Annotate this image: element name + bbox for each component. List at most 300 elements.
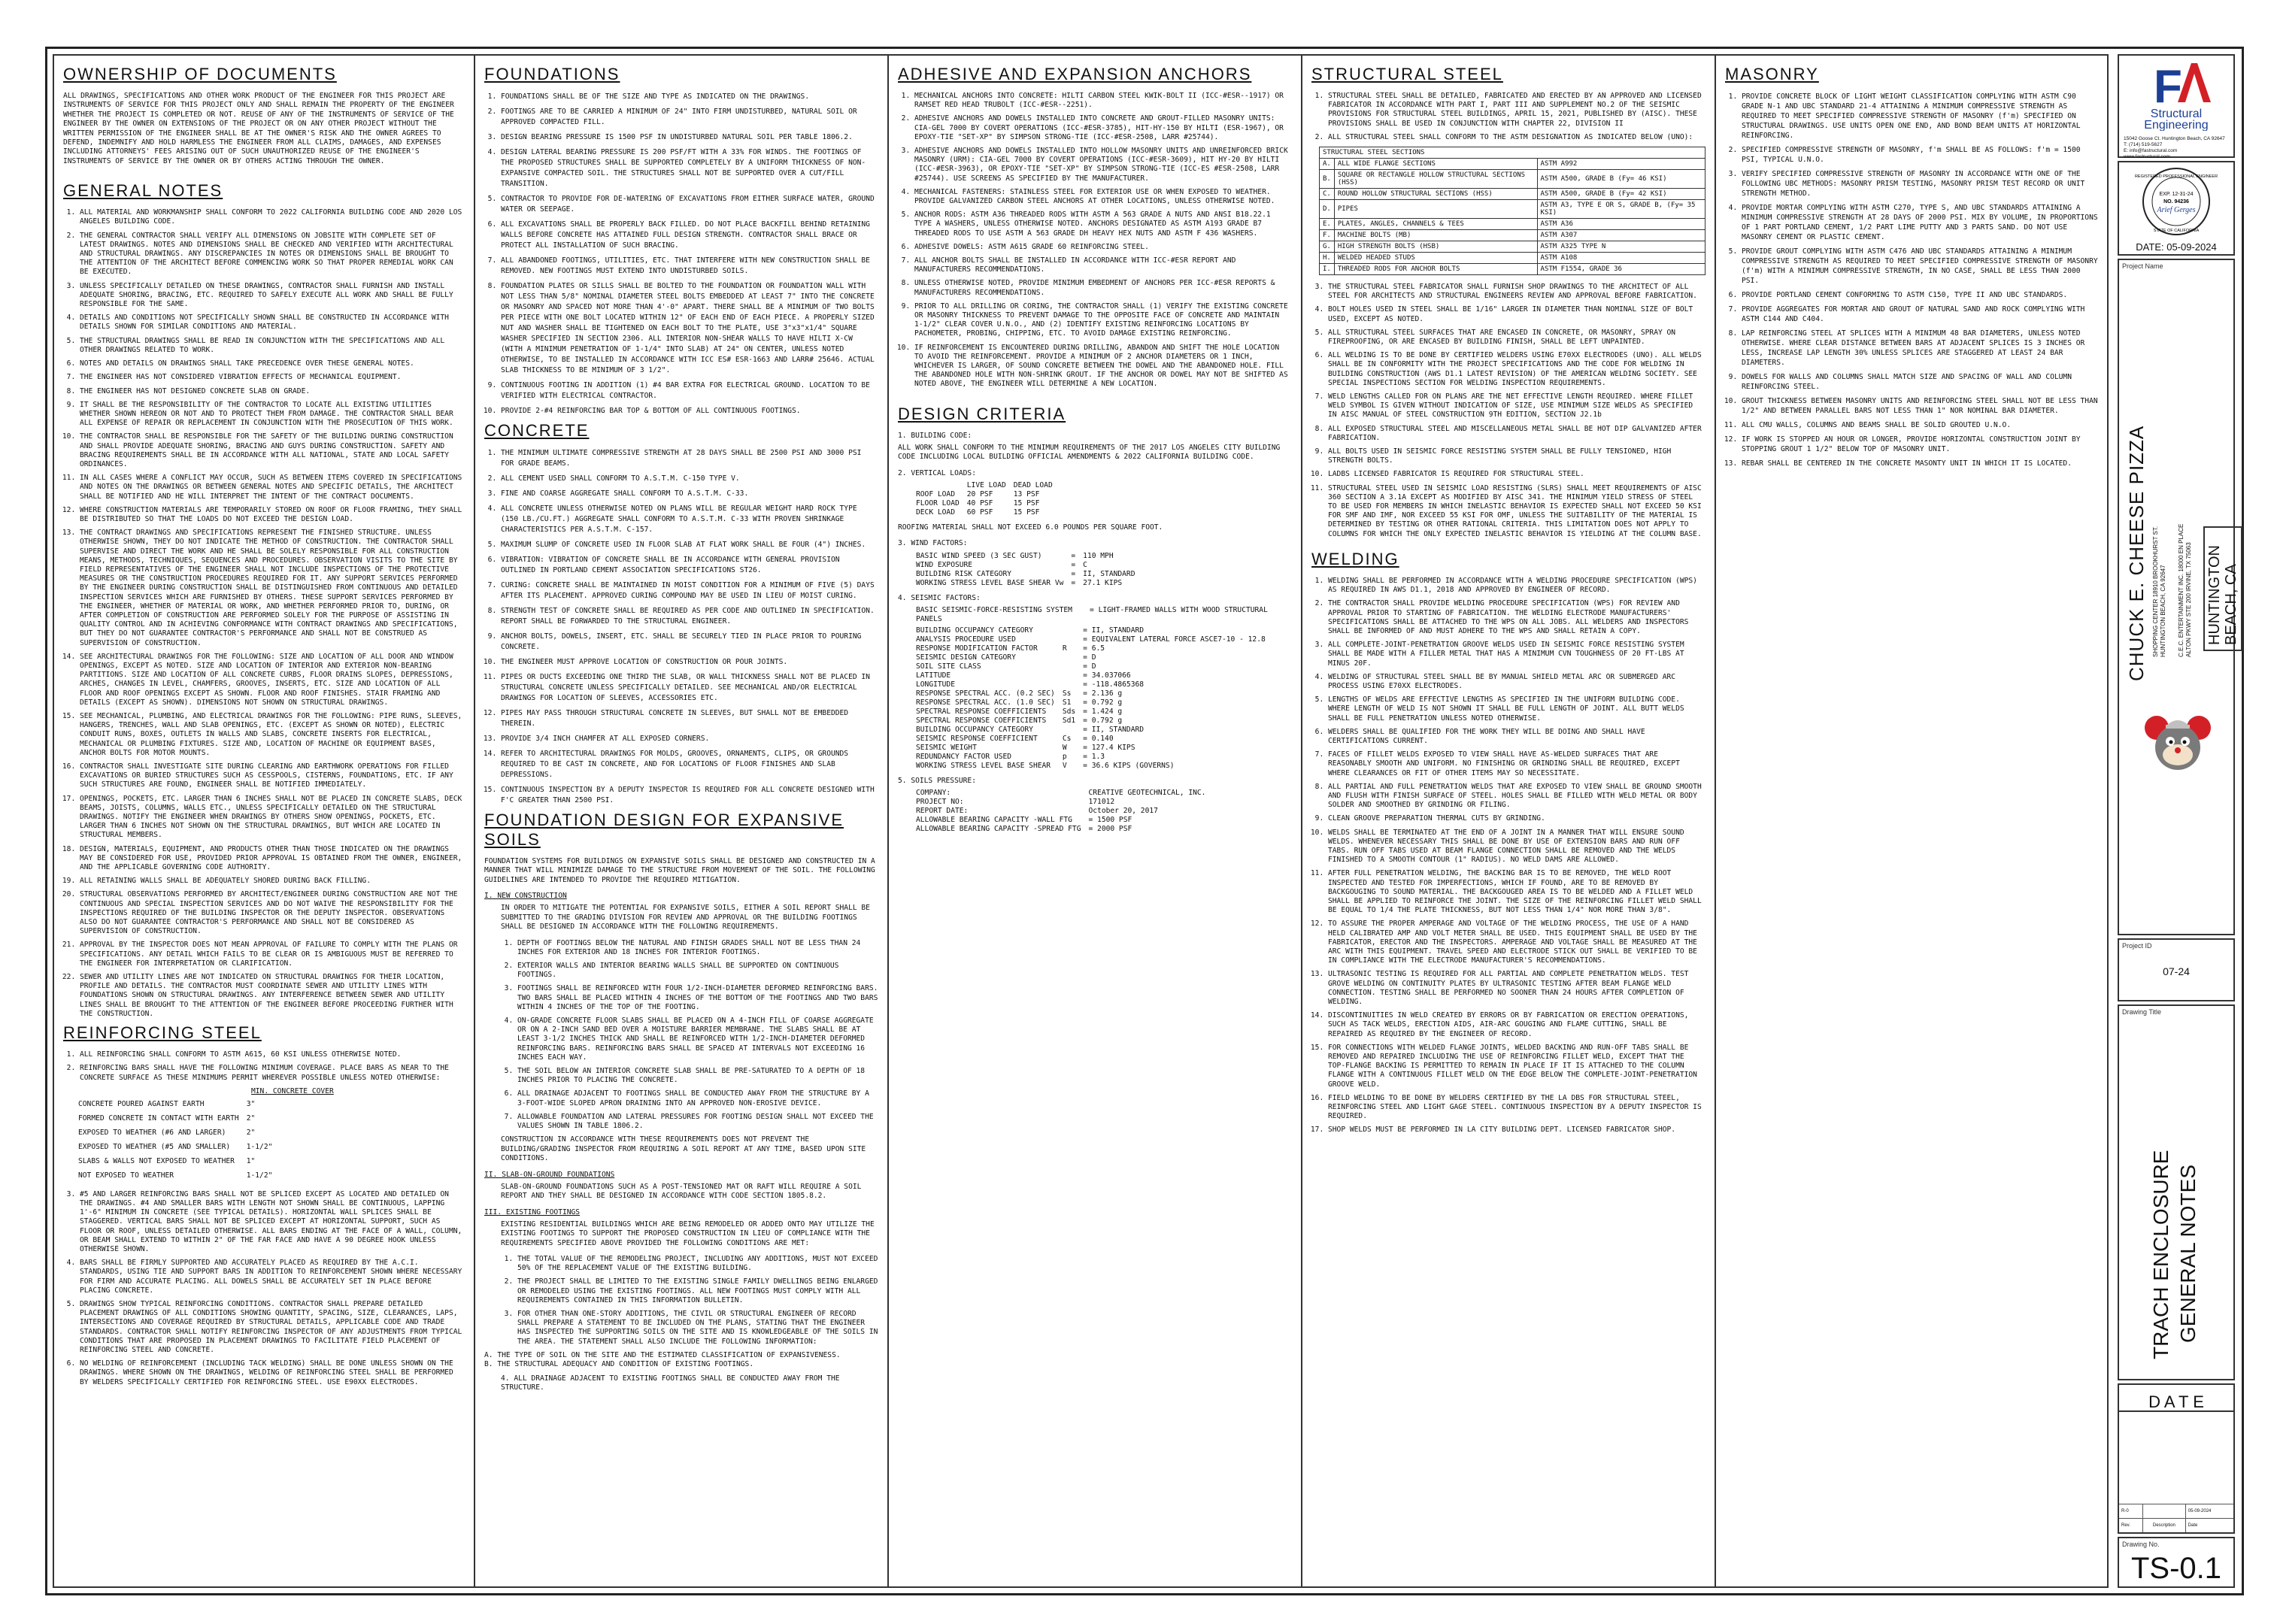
welding-list bbox=[1311, 577, 1706, 1135]
welding-note: 9. CLEAN GROOVE PREPARATION THERMAL CUTS BY GRINDING. bbox=[1328, 814, 1706, 823]
seismic-row-cell: RESPONSE SPECTRAL ACC. (0.2 SEC) bbox=[916, 689, 1055, 698]
masonry-note: 8. LAP REINFORCING STEEL AT SPLICES WITH A MINIMUM 48 BAR DIAMETERS, UNLESS NOTED OTHERWISE. WHERE CLEAR DISTANCE BETWEEN BARS AT ADJACENT SPLICES IS 3 INCHES OR LESS, INCREASE LAP LENGTH 30% UNLESS SPLICES ARE STAGGERED AT LEAST 24 BAR DIAMETERS. bbox=[1742, 329, 2101, 368]
steel-table bbox=[1319, 147, 1706, 275]
seismic-row-cell: W bbox=[1062, 743, 1067, 752]
welding-note: 10. WELDS SHALL BE TERMINATED AT THE END OF A JOINT IN A MANNER THAT WILL ENSURE SOUND WELDS. WHENEVER NECESSARY THIS SHALL BE DONE BY USE OF EXTENSION BARS AND RUN OFF TABS. RUN OFF TABS USED AT BEAM FLANGE CONNECTION SHALL BE REMOVED AND THE WELDS FINISHED TO A SMOOTH CONTOUR (1" RADIUS). NO WELD DAMS ARE ALLOWED. bbox=[1328, 829, 1706, 865]
rev-date: 05-09-2024 bbox=[2185, 1504, 2233, 1519]
rev-header-desc: Description bbox=[2143, 1519, 2186, 1533]
steel-list-continued bbox=[1311, 283, 1706, 539]
project-name-label: Project Name bbox=[2122, 262, 2163, 270]
seismic-row bbox=[916, 635, 1273, 644]
seismic-row bbox=[916, 680, 1273, 689]
drawing-no-label: Drawing No. bbox=[2122, 1541, 2160, 1548]
load-row-cell: DECK LOAD bbox=[916, 508, 955, 517]
welding-note: 17. SHOP WELDS MUST BE PERFORMED IN LA CITY BUILDING DEPT. LICENSED FABRICATOR SHOP. bbox=[1328, 1126, 1706, 1135]
steel-row-cell: F. bbox=[1320, 230, 1335, 241]
steel-row-cell: ASTM A500, GRADE B (Fy= 42 KSI) bbox=[1537, 189, 1705, 200]
concrete-note: 5. MAXIMUM SLUMP OF CONCRETE USED IN FLOOR SLAB AT FLAT WORK SHALL BE FOUR (4") INCHES. bbox=[501, 540, 878, 550]
reinforcing-note: 1. ALL REINFORCING SHALL CONFORM TO ASTM A615, 60 KSI UNLESS OTHERWISE NOTED. bbox=[80, 1050, 465, 1059]
general-note: 12. WHERE CONSTRUCTION MATERIALS ARE TEMPORARILY STORED ON ROOF OR FLOOR FRAMING, THEY SHALL BE DISTRIBUTED SO THAT THE LOADS DO NOT EXCEED THE DESIGN LOAD. bbox=[80, 506, 465, 524]
concrete-note: 12. PIPES MAY PASS THROUGH STRUCTURAL CONCRETE IN SLEEVES, BUT SHALL NOT BE EMBEDDED THEREIN. bbox=[501, 708, 878, 729]
revision-box bbox=[2118, 1383, 2235, 1534]
seismic-row bbox=[916, 653, 1273, 662]
cover-row-cell: EXPOSED TO WEATHER (#5 AND SMALLER) bbox=[78, 1142, 231, 1151]
expansive-note: 3. FOR OTHER THAN ONE-STORY ADDITIONS, THE CIVIL OR STRUCTURAL ENGINEER OF RECORD SHALL PREPARE A STATEMENT TO BE INCLUDED ON THE PLANS, STATING THAT THE ENGINEER HAS INSPECTED THE SUPPORTING SOILS ON THE SITE AND IS KNOWLEDGEABLE OF THE SOILS IN THE AREA. THE STATEMENT SHALL ALSO INCLUDE THE FOLLOWING INFORMATION: bbox=[517, 1310, 878, 1347]
concrete-note: 10. THE ENGINEER MUST APPROVE LOCATION OF CONSTRUCTION OR POUR JOINTS. bbox=[501, 657, 878, 668]
seismic-row bbox=[916, 762, 1273, 771]
cover-row bbox=[78, 1154, 280, 1168]
rev-header-no: Rev. bbox=[2119, 1519, 2143, 1533]
reinforcing-note: 3. #5 AND LARGER REINFORCING BARS SHALL NOT BE SPLICED EXCEPT AS LOCATED AND DETAILED ON THE DRAWINGS. #4 AND SMALLER BARS WITH LENGTH NOT SHOWN SHALL BE CONTINUOUS, LAPPING 1'-6" MINIMUM IN CONCRETE (SEE TYPICAL DETAILS). HORIZONTAL WALL SPLICES SHALL BE STAGGERED. VERTICAL BARS SHALL NOT BE SPLICED EXCEPT AT HORIZONTAL SUPPORT, SUCH AS FLOOR OR ROOF, UNLESS DETAILED OTHERWISE. ALL BARS ENDING AT THE FACE OF A WALL, COLUMN, OR BEAM SHALL EXTEND TO WITHIN 2" OF THE FAR FACE AND HAVE A 90 DEGREE HOOK UNLESS OTHERWISE SHOWN. bbox=[80, 1190, 465, 1254]
concrete-note: 15. CONTINUOUS INSPECTION BY A DEPUTY INSPECTOR IS REQUIRED FOR ALL CONCRETE DESIGNED WITH F'C GREATER THAN 2500 PSI. bbox=[501, 785, 878, 806]
expansive-note: 1. THE TOTAL VALUE OF THE REMODELING PROJECT, INCLUDING ANY ADDITIONS, MUST NOT EXCEED 50% OF THE REPLACEMENT VALUE OF THE EXISTING BUILDING. bbox=[517, 1255, 878, 1273]
foundation-note: 2. FOOTINGS ARE TO BE CARRIED A MINIMUM OF 24" INTO FIRM UNDISTURBED, NATURAL SOIL OR APPROVED COMPACTED FILL. bbox=[501, 107, 878, 128]
steel-row bbox=[1320, 219, 1706, 230]
seismic-row-cell bbox=[1063, 653, 1083, 662]
concrete-note: 11. PIPES OR DUCTS EXCEEDING ONE THIRD THE SLAB, OR WALL THICKNESS SHALL NOT BE PLACED IN STRUCTURAL CONCRETE UNLESS SPECIFICALLY DETAILED. SEE MECHANICAL AND/OR ELECTRICAL DRAWINGS FOR LOCATION OF SLEEVES, ACCESSORIES ETC. bbox=[501, 672, 878, 704]
load-row-cell: DEAD LOAD bbox=[1013, 480, 1053, 489]
stamp-date: DATE: 05-09-2024 bbox=[2136, 241, 2217, 253]
project-name-box bbox=[2118, 259, 2239, 935]
steel-row bbox=[1320, 189, 1706, 200]
cover-row-cell: EXPOSED TO WEATHER (#6 AND LARGER) bbox=[78, 1128, 226, 1137]
steel-title: STRUCTURAL STEEL bbox=[1311, 65, 1503, 83]
roof-note: ROOFING MATERIAL SHALL NOT EXCEED 6.0 POUNDS PER SQUARE FOOT. bbox=[898, 523, 1163, 532]
load-row-cell: ROOF LOAD bbox=[916, 489, 955, 498]
project-address: SHOPPING CENTER 18910 BROOKHURST ST. HUNTINGTON BEACH, CA 92647 bbox=[2152, 526, 2166, 657]
wind-row-cell: = bbox=[1071, 560, 1076, 569]
logo-f: F bbox=[2154, 61, 2182, 113]
steel-row-cell: ROUND HOLLOW STRUCTURAL SECTIONS (HSS) bbox=[1334, 189, 1537, 200]
expansive-s1-list bbox=[484, 939, 878, 1132]
wind-row-cell: C bbox=[1083, 560, 1087, 569]
soils-row-cell: COMPANY: bbox=[916, 788, 951, 797]
expansive-s1: I. NEW CONSTRUCTION bbox=[484, 892, 567, 901]
general-note: 9. IT SHALL BE THE RESPONSIBILITY OF THE CONTRACTOR TO LOCATE ALL EXISTING UTILITIES WHETHER SHOWN HEREON OR NOT AND TO PROTECT THEM FROM DAMAGE. THE CONTRACTOR SHALL BEAR ALL EXPENSE OF REPAIR OR REPLACEMENT IN CONJUNCTION WITH THE PROSECUTION OF THIS WORK. bbox=[80, 401, 465, 429]
seismic-row bbox=[916, 707, 1273, 717]
steel-row-cell: THREADED RODS FOR ANCHOR BOLTS bbox=[1334, 264, 1537, 275]
wind-row-cell: = bbox=[1071, 569, 1076, 578]
steel-row-cell: MACHINE BOLTS (MB) bbox=[1334, 230, 1537, 241]
reinforcing-list bbox=[63, 1050, 465, 1083]
masonry-note: 4. PROVIDE MORTAR COMPLYING WITH ASTM C270, TYPE S, AND UBC STANDARDS ATTAINING A MINIMUM COMPRESSIVE STRENGTH AT 28 DAYS OF 2000 PSI. MIX BY VOLUME, IN PROPORTIONS OF 1 PART PORTLAND CEMENT, 1/2 PART LIME PUTTY AND 3 PARTS SAND. DO NOT USE MASONRY CEMENT OR PLASTIC CEMENT. bbox=[1742, 203, 2101, 242]
steel-row-cell: ASTM A108 bbox=[1537, 253, 1705, 264]
steel-row-cell: PLATES, ANGLES, CHANNELS & TEES bbox=[1334, 219, 1537, 230]
rev-desc bbox=[2143, 1504, 2186, 1519]
anchor-note: 4. MECHANICAL FASTENERS: STAINLESS STEEL FOR EXTERIOR USE OR WHEN EXPOSED TO WEATHER. PROVIDE GALVANIZED CARBON STEEL ANCHORS AT OTHER LOCATIONS, UNLESS OTHERWISE NOTED. bbox=[914, 188, 1292, 206]
concrete-note: 13. PROVIDE 3/4 INCH CHAMFER AT ALL EXPOSED CORNERS. bbox=[501, 734, 878, 744]
logo-firm-name-2: Engineering bbox=[2144, 119, 2209, 131]
cover-row-cell: SLABS & WALLS NOT EXPOSED TO WEATHER bbox=[78, 1156, 235, 1165]
soils-table bbox=[916, 789, 1213, 834]
logo-firm-name-1: Structural bbox=[2150, 108, 2203, 120]
drawing-title-label: Drawing Title bbox=[2122, 1008, 2162, 1016]
engineer-stamp bbox=[2119, 162, 2233, 238]
foundation-note: 6. ALL EXCAVATIONS SHALL BE PROPERLY BACK FILLED. DO NOT PLACE BACKFILL BEHIND RETAINING WALLS BEFORE CONCRETE HAS ATTAINED FULL DESIGN STRENGTH. CONTRACTOR SHALL BRACE OR PROTECT ALL INSTALLATION OF SUCH BRACING. bbox=[501, 220, 878, 251]
project-id: 07-24 bbox=[2163, 965, 2190, 977]
seismic-row bbox=[916, 662, 1273, 671]
welding-note: 4. WELDING OF STRUCTURAL STEEL SHALL BE BY MANUAL SHIELD METAL ARC OR SUBMERGED ARC PROCESS USING E70XX ELECTRODES. bbox=[1328, 673, 1706, 691]
seismic-row-cell bbox=[1063, 726, 1083, 735]
steel-row bbox=[1320, 170, 1706, 189]
steel-note: 10. LADBS LICENSED FABRICATOR IS REQUIRED FOR STRUCTURAL STEEL. bbox=[1328, 470, 1706, 479]
welding-note: 12. TO ASSURE THE PROPER AMPERAGE AND VOLTAGE OF THE WELDING PROCESS, THE USE OF A HAND HELD CALIBRATED AMP AND VOLT METER SHALL BE USED. THIS EQUIPMENT SHALL BE USED BY THE FABRICATOR, ERECTOR AND THE INSPECTORS. AMPERAGE AND VOLTAGE SHALL BE MEASURED AT THE ARC WITH THIS EQUIPMENT. TRAVEL SPEED AND ELECTRODE STICK OUT SHALL BE VERIFIED TO BE IN COMPLIANCE WITH THE ELECTRODE MANUFACTURER'S RECOMMENDATIONS. bbox=[1328, 920, 1706, 965]
drawing-number: TS-0.1 bbox=[2130, 1552, 2222, 1585]
seismic-row-cell: p bbox=[1062, 752, 1067, 761]
expansive-s2-text: SLAB-ON-GROUND FOUNDATIONS SUCH AS A POST-TENSIONED MAT OR RAFT WILL REQUIRE A SOIL REPORT AND THEY SHALL BE DESIGNED IN ACCORDANCE WITH CODE SECTION 1805.8.2. bbox=[501, 1182, 866, 1201]
steel-row bbox=[1320, 264, 1706, 275]
steel-note: 4. BOLT HOLES USED IN STEEL SHALL BE 1/16" LARGER IN DIAMETER THAN NOMINAL SIZE OF BOLT USED, EXCEPT AS NOTED. bbox=[1328, 305, 1706, 323]
seismic-row-cell: = 6.5 bbox=[1083, 644, 1105, 653]
stamp-number: NO. 94236 bbox=[2163, 199, 2189, 205]
seismic-row-cell: BUILDING OCCUPANCY CATEGORY bbox=[916, 626, 1033, 635]
seismic-row bbox=[916, 671, 1273, 680]
expansive-note: 6. ALL DRAINAGE ADJACENT TO FOOTINGS SHALL BE CONDUCTED AWAY FROM THE STRUCTURE BY A 3-FOOT-WIDE SLOPED APRON DRAINING INTO AN APPROVED NON-EROSIVE DEVICE. bbox=[517, 1089, 878, 1107]
general-note: 13. THE CONTRACT DRAWINGS AND SPECIFICATIONS REPRESENT THE FINISHED STRUCTURE. UNLESS OTHERWISE SHOWN, THEY DO NOT INDICATE THE METHOD OF CONSTRUCTION. THE CONTRACTOR SHALL SUPERVISE AND DIRECT THE WORK AND HE SHALL BE SOLELY RESPONSIBLE FOR ALL CONSTRUCTION MEANS, METHODS, TECHNIQUES, SEQUENCES AND PROCEDURES. OBSERVATION VISITS TO THE SITE BY FIELD REPRESENTATIVES OF THE ENGINEER SHALL NOT INCLUDE INSPECTIONS OF THE PROTECTIVE MEASURES OR THE CONSTRUCTION PROCEDURES REQUIRED FOR IT. ANY SUPPORT SERVICES PERFORMED BY THE ENGINEER DURING CONSTRUCTION SHALL BE DISTINGUISHED FROM CONTINUOUS AND DETAILED INSPECTION SERVICES WHICH ARE FURNISHED BY OTHERS. THESE SUPPORT SERVICES PERFORMED BY THE ENGINEER, WHETHER OF MATERIAL OR WORK, AND WHETHER PERFORMED PRIOR TO, DURING, OR AFTER COMPLETION OF CONSTRUCTION ARE PERFORMED SOLELY FOR THE PURPOSE OF ASSISTING IN QUALITY CONTROL AND IN ACHIEVING CONFORMANCE WITH CONTRACT DRAWINGS AND SPECIFICATIONS, BUT THEY DO NOT GUARANTEE CONTRACTOR'S PERFORMANCE AND SHALL NOT BE CONSTRUED AS SUPERVISION OF CONSTRUCTION. bbox=[80, 529, 465, 648]
stamp-title: REGISTERED PROFESSIONAL ENGINEER bbox=[2134, 174, 2218, 179]
drawing-title-2: GENERAL NOTES bbox=[2176, 1164, 2200, 1343]
seismic-row-cell: SEISMIC WEIGHT bbox=[916, 743, 977, 752]
general-note: 3. UNLESS SPECIFICALLY DETAILED ON THESE DRAWINGS, CONTRACTOR SHALL FURNISH AND INSTALL ADEQUATE SHORING, BRACING, ETC. REQUIRED TO SAFELY EXECUTE ALL WORK AND SHALL BE FULLY RESPONSIBLE FOR THE SAME. bbox=[80, 282, 465, 310]
foundation-note: 8. FOUNDATION PLATES OR SILLS SHALL BE BOLTED TO THE FOUNDATION OR FOUNDATION WALL WITH NOT LESS THAN 5/8" NOMINAL DIAMETER STEEL BOLTS EMBEDDED AT LEAST 7" INTO THE CONCRETE OR MASONRY AND SPACED NOT MORE THAN 4'-0" APART. THERE SHALL BE A MINIMUM OF TWO BOLTS PER PIECE WITH ONE BOLT LOCATED WITHIN 12" OF EACH END OF EACH PIECE. A PROPERLY SIZED NUT AND WASHER SHALL BE TIGHTENED ON EACH BOLT TO THE PLATE, USE 3"x3"x1/4" SQUARE WASHER SPECIFIED IN SECTION 2306. ALL INTERIOR NON-SHEAR WALLS TO HAVE HILTI X-CW (WITH A MINIMUM PENETRATION OF 1-1/4" INTO SLAB) AT 24" ON CENTER, UNLESS NOTED OTHERWISE, TO BE INSTALLED IN ACCORDANCE WITH ICC ES# ESR-1663 AND LARR# 25646. ACTUAL SLAB THICKNESS TO BE MINIMUM OF 3 1/2". bbox=[501, 281, 878, 376]
wind-row-cell: 110 MPH bbox=[1083, 551, 1114, 560]
seismic-row-cell: S1 bbox=[1062, 698, 1072, 707]
expansive-s1-close: CONSTRUCTION IN ACCORDANCE WITH THESE REQUIREMENTS DOES NOT PREVENT THE BUILDING/GRADING INSPECTOR FROM REQUIRING A SOIL REPORT AT ANY TIME, BASED UPON SITE CONDITIONS. bbox=[501, 1135, 870, 1163]
seismic-row-cell: SOIL SITE CLASS bbox=[916, 662, 981, 671]
welding-note: 5. LENGTHS OF WELDS ARE EFFECTIVE LENGTHS AS SPECIFIED IN THE UNIFORM BUILDING CODE. WHERE LENGTH OF WELD IS NOT SHOWN IT SHALL BE FULL LENGTH OF JOINT. ALL BUTT WELDS SHALL BE FULL PENETRATION UNLESS NOTED OTHERWISE. bbox=[1328, 695, 1706, 723]
load-row-cell bbox=[916, 481, 967, 490]
firm-address: 15042 Goose Ct. Huntington Beach, CA 92647 bbox=[2124, 136, 2225, 141]
cover-row bbox=[78, 1140, 280, 1154]
cover-row-cell: NOT EXPOSED TO WEATHER bbox=[78, 1171, 174, 1180]
steel-row-cell: ASTM F1554, GRADE 36 bbox=[1537, 264, 1705, 275]
revision-row bbox=[2119, 1504, 2233, 1519]
masonry-note: 1. PROVIDE CONCRETE BLOCK OF LIGHT WEIGHT CLASSIFICATION COMPLYING WITH ASTM C90 GRADE N-1 AND UBC STANDARD 21-4 ATTAINING A MINIMUM COMPRESSIVE STRENGTH AS REQUIRED TO MEET SPECIFIED COMPRESSIVE STRENGTH OF MASONRY (f'm) SPECIFIED ON STRUCTURAL DRAWINGS. USE UNITS OPEN ONE END, AND BOND BEAM UNITS AT HORIZONTAL REINFORCING. bbox=[1742, 92, 2101, 141]
seismic-row-cell: SEISMIC DESIGN CATEGORY bbox=[916, 653, 1016, 662]
concrete-note: 14. REFER TO ARCHITECTURAL DRAWINGS FOR MOLDS, GROOVES, ORNAMENTS, CLIPS, OR GROUNDS REQUIRED TO BE CAST IN CONCRETE, AND FOR LOCATIONS OF FLOOR FINISHES AND SLAB DEPRESSIONS. bbox=[501, 749, 878, 780]
steel-note: 2. ALL STRUCTURAL STEEL SHALL CONFORM TO THE ASTM DESIGNATION AS INDICATED BELOW (UNO): bbox=[1328, 133, 1706, 142]
expansive-title: FOUNDATION DESIGN FOR EXPANSIVE SOILS bbox=[484, 810, 844, 849]
column-2 bbox=[475, 56, 889, 1586]
steel-row-cell: ALL WIDE FLANGE SECTIONS bbox=[1334, 159, 1537, 170]
concrete-note: 4. ALL CONCRETE UNLESS OTHERWISE NOTED ON PLANS WILL BE REGULAR WEIGHT HARD ROCK TYPE (150 LB./CU.FT.) AGGREGATE SHALL CONFORM TO A.S.T.M. C-33 WITH PROVEN SHRINKAGE CHARACTERISTICS PER A.S.T.M. C-157. bbox=[501, 504, 878, 535]
stamp-signature: Arief Gerges bbox=[2157, 206, 2196, 214]
soils-row bbox=[916, 798, 1213, 807]
project-id-label: Project ID bbox=[2122, 942, 2152, 950]
seismic-row-cell bbox=[1063, 680, 1083, 689]
foundation-note: 10. PROVIDE 2-#4 REINFORCING BAR TOP & BOTTOM OF ALL CONTINUOUS FOOTINGS. bbox=[501, 406, 878, 417]
project-id-box bbox=[2118, 938, 2235, 1001]
cover-row-cell: 2" bbox=[246, 1128, 256, 1137]
seismic-row-cell: = 1.424 g bbox=[1083, 707, 1123, 716]
foundation-note: 1. FOUNDATIONS SHALL BE OF THE SIZE AND TYPE AS INDICATED ON THE DRAWINGS. bbox=[501, 92, 878, 102]
project-owner: C.E.C. ENTERTAINMENT INC. 18000 EN PLACE ALTON PKWY STE 200 IRVINE, TX 75063 bbox=[2178, 523, 2192, 657]
foundation-note: 4. DESIGN LATERAL BEARING PRESSURE IS 200 PSF/FT WITH A 33% FOR WINDS. THE FOOTINGS OF THE PROPOSED STRUCTURES SHALL BE SUPPORTED COMPLETELY BY A UNIFORM THICKNESS OF NON-EXPANSIVE COMPACTED SOIL. THE STRUCTURES SHALL NOT BE SUPPORTED OVER A CUT/FILL TRANSITION. bbox=[501, 147, 878, 189]
ownership-title: OWNERSHIP OF DOCUMENTS bbox=[63, 65, 337, 83]
soils-row-cell: October 20, 2017 bbox=[1088, 806, 1158, 815]
cover-header: MIN. CONCRETE COVER bbox=[251, 1086, 334, 1095]
general-note: 18. DESIGN, MATERIALS, EQUIPMENT, AND PRODUCTS OTHER THAN THOSE INDICATED ON THE DRAWINGS MAY BE CONSIDERED FOR USE, PROVIDED PRIOR APPROVAL IS OBTAINED FROM THE OWNER, ENGINEER, AND THE APPLICABLE GOVERNING CODE AUTHORITY. bbox=[80, 845, 465, 873]
seismic-row-cell: = 2.136 g bbox=[1083, 689, 1123, 698]
seismic-table bbox=[916, 626, 1273, 771]
cover-row-cell: CONCRETE POURED AGAINST EARTH bbox=[78, 1099, 205, 1108]
seismic-row-cell: RESPONSE MODIFICATION FACTOR bbox=[916, 644, 1038, 653]
load-row-cell: 15 PSF bbox=[1013, 498, 1040, 508]
steel-row-cell: HIGH STRENGTH BOLTS (HSB) bbox=[1334, 241, 1537, 253]
welding-note: 1. WELDING SHALL BE PERFORMED IN ACCORDANCE WITH A WELDING PROCEDURE SPECIFICATION (WPS) AS REQUIRED IN AWS D1.1, 2018 AND APPROVED BY ENGINEER OF RECORD. bbox=[1328, 577, 1706, 595]
foundation-note: 7. ALL ABANDONED FOOTINGS, UTILITIES, ETC. THAT INTERFERE WITH NEW CONSTRUCTION SHALL BE REMOVED. NEW FOOTINGS MUST EXTEND INTO UNDISTURBED SOILS. bbox=[501, 256, 878, 277]
soils-row-cell: ALLOWABLE BEARING CAPACITY -SPREAD FTG bbox=[916, 824, 1081, 833]
seismic-row-cell: Cs bbox=[1062, 734, 1072, 743]
steel-note: 1. STRUCTURAL STEEL SHALL BE DETAILED, FABRICATED AND ERECTED BY AN APPROVED AND LICENSED FABRICATOR IN ACCORDANCE WITH PART I, PART III AND SUPPLEMENT NO.2 OF THE SEISMIC PROVISIONS FOR STRUCTURAL STEEL BUILDINGS, APRIL 15, 2021, PUBLISHED BY (AISC). THESE PROVISIONS SHALL BE USED IN CONJUNCTION WITH CHAPTER 22, DIVISION II bbox=[1328, 92, 1706, 129]
anchor-note: 6. ADHESIVE DOWELS: ASTM A615 GRADE 60 REINFORCING STEEL. bbox=[914, 243, 1292, 252]
seismic-row-cell: = 0.140 bbox=[1083, 734, 1114, 743]
seismic-row-cell: REDUNDANCY FACTOR USED bbox=[916, 752, 1012, 761]
general-note: 11. IN ALL CASES WHERE A CONFLICT MAY OCCUR, SUCH AS BETWEEN ITEMS COVERED IN SPECIFICATIONS AND NOTES ON THE DRAWINGS OR BETWEEN GENERAL NOTES AND SPECIFIC DETAILS, THE ARCHITECT SHALL BE NOTIFIED AND HE WILL INTERPRET THE INTENT OF THE CONTRACT DOCUMENTS. bbox=[80, 474, 465, 501]
general-note: 16. CONTRACTOR SHALL INVESTIGATE SITE DURING CLEARING AND EARTHWORK OPERATIONS FOR FILLED EXCAVATIONS OR BURIED STRUCTURES SUCH AS CESSPOOLS, CISTERNS, FOUNDATIONS, ETC. IF ANY SUCH STRUCTURES ARE FOUND, ENGINEER SHALL BE NOTIFIED IMMEDIATELY. bbox=[80, 762, 465, 790]
cover-row bbox=[78, 1111, 280, 1126]
wind-row-cell: = bbox=[1071, 551, 1076, 560]
seismic-row-cell: = 1.3 bbox=[1083, 752, 1105, 761]
steel-row-cell: G. bbox=[1320, 241, 1335, 253]
revision-table bbox=[2119, 1504, 2233, 1532]
anchor-note: 10. IF REINFORCEMENT IS ENCOUNTERED DURING DRILLING, ABANDON AND SHIFT THE HOLE LOCATION TO AVOID THE REINFORCEMENT. PROVIDE A MINIMUM OF 2 ANCHOR DIAMETERS OR 1 INCH, WHICHEVER IS LARGER, OF SOUND CONCRETE BETWEEN THE DOWEL AND THE ABANDONED HOLE. FILL THE ABANDONED HOLE WITH NON-SHRINK GROUT. IF THE ANCHOR OR DOWEL MAY NOT BE SHIFTED AS NOTED ABOVE, THE ENGINEER WILL DETERMINE A NEW LOCATION. bbox=[914, 344, 1292, 389]
cover-row-cell: 1-1/2" bbox=[246, 1142, 273, 1151]
steel-row-cell: PIPES bbox=[1334, 200, 1537, 219]
soils-row-cell: CREATIVE GEOTECHNICAL, INC. bbox=[1088, 788, 1206, 797]
reinforcing-note: 5. DRAWINGS SHOW TYPICAL REINFORCING CONDITIONS. CONTRACTOR SHALL PREPARE DETAILED PLACEMENT DRAWINGS OF ALL CONDITIONS SHOWING QUANTITY, SPACING, SIZE, CLEARANCES, LAPS, INTERSECTIONS AND COVERAGE REQUIRED BY STRUCTURAL DETAILS, APPLICABLE CODE AND TRADE STANDARDS. CONTRACTOR SHALL NOTIFY REINFORCING INSPECTOR OF ANY ADJUSTMENTS FROM TYPICAL CONDITIONS THAT ARE PROPOSED IN PLACEMENT DRAWINGS TO FACILITATE FIELD PLACEMENT OF REINFORCING STEEL AND CONCRETE. bbox=[80, 1300, 465, 1355]
concrete-title: CONCRETE bbox=[484, 421, 590, 440]
seismic-row-cell: = 0.792 g bbox=[1083, 716, 1123, 725]
concrete-note: 8. STRENGTH TEST OF CONCRETE SHALL BE REQUIRED AS PER CODE AND OUTLINED IN SPECIFICATION. REPORT SHALL BE FORWARDED TO THE STRUCTURAL ENGINEER. bbox=[501, 606, 878, 627]
cover-row bbox=[78, 1126, 280, 1140]
steel-list bbox=[1311, 92, 1706, 142]
steel-row-cell: D. bbox=[1320, 200, 1335, 219]
seismic-row-cell bbox=[1063, 626, 1083, 635]
steel-note: 11. STRUCTURAL STEEL USED IN SEISMIC LOAD RESISTING (SLRS) SHALL MEET REQUIREMENTS OF AISC 360 SECTION A 3.1A EXCEPT AS MODIFIED BY AISC 341. THE MINIMUM YIELD STRESS OF STEEL TO BE USED FOR MEMBERS IN WHICH INELASTIC BEHAVIOR IS EXPECTED SHALL NOT EXCEED 50 KSI FOR SMF AND IMF, NOR EXCEED 55 KSI FOR OMF, UNLESS THE SUITABILITY OF THE MATERIAL IS DETERMINED BY TESTING OR OTHER RATIONAL CRITERIA. THIS LIMITATION DOES NOT APPLY TO COLUMNS FOR WHICH THE ONLY EXPECTED INELASTIC BEHAVIOR IS YIELDING AT THE COLUMN BASE. bbox=[1328, 484, 1706, 539]
drawing-title-1: TRACH ENCLOSURE bbox=[2149, 1150, 2172, 1359]
welding-note: 15. FOR CONNECTIONS WITH WELDED FLANGE JOINTS, WELDED BACKING AND RUN-OFF TABS SHALL BE REMOVED AND REPAIRED INCLUDING THE USE OF REINFORCING FILLET WELD, EXCEPT THAT THE TOP-FLANGE BACKING IS PERMITTED TO REMAIN IN PLACE IF IT IS ATTACHED TO THE COLUMN FLANGE WITH A CONTINUOUS FILLET WELD ON THE EDGE BELOW THE COMPLETE-JOINT-PENETRATION GROOVE WELD. bbox=[1328, 1044, 1706, 1089]
steel-note: 5. ALL STRUCTURAL STEEL SURFACES THAT ARE ENCASED IN CONCRETE, OR MASONRY, SPRAY ON FIREPROOFING, OR ARE ENCASED BY BUILDING FINISH, SHALL BE LEFT UNPAINTED. bbox=[1328, 329, 1706, 347]
drawing-title-box bbox=[2118, 1004, 2235, 1380]
welding-note: 16. FIELD WELDING TO BE DONE BY WELDERS CERTIFIED BY THE LA DBS FOR STRUCTURAL STEEL, REINFORCING STEEL AND LIGHT GAGE STEEL. CONTINUOUS INSPECTION BY A DEPUTY INSPECTOR IS REQUIRED. bbox=[1328, 1094, 1706, 1122]
design-h1: 1. BUILDING CODE: bbox=[898, 431, 972, 440]
seismic-row-cell: Sd1 bbox=[1062, 716, 1076, 725]
logo-a-shape bbox=[2178, 63, 2211, 102]
general-note: 14. SEE ARCHITECTURAL DRAWINGS FOR THE FOLLOWING: SIZE AND LOCATION OF ALL DOOR AND WINDOW OPENINGS, EXCEPT AS NOTED. SIZE AND LOCATION OF INTERIOR AND EXTERIOR NON-BEARING PARTITIONS. SIZE AND LOCATION OF ALL CONCRETE CURBS, FLOOR DRAINS SLOPES, DEPRESSIONS, ARCHES, CHANGES IN LEVEL, CHAMFERS, GROOVES, INSERTS, ETC. SIZE AND LOCATION OF ALL FLOOR AND ROOF OPENINGS EXCEPT AS SHOWN. FLOOR AND ROOF FINISHES. STAIR FRAMING AND DETAILS (EXCEPT AS SHOWN). DIMENSIONS NOT SHOWN ON STRUCTURAL DRAWINGS. bbox=[80, 653, 465, 707]
seismic-row-cell: Sds bbox=[1062, 707, 1076, 716]
seismic-row-cell: = II, STANDARD bbox=[1083, 725, 1145, 734]
wind-row-cell: II, STANDARD bbox=[1083, 569, 1135, 578]
anchor-note: 7. ALL ANCHOR BOLTS SHALL BE INSTALLED IN ACCORDANCE WITH ICC-#ESR REPORT AND MANUFACTURERS RECOMMENDATIONS. bbox=[914, 256, 1292, 274]
load-row-cell: 60 PSF bbox=[966, 508, 993, 517]
general-note: 1. ALL MATERIAL AND WORKMANSHIP SHALL CONFORM TO 2022 CALIFORNIA BUILDING CODE AND 2020 LOS ANGELES BUILDING CODE. bbox=[80, 208, 465, 226]
expansive-intro: FOUNDATION SYSTEMS FOR BUILDINGS ON EXPANSIVE SOILS SHALL BE DESIGNED AND CONSTRUCTED IN A MANNER THAT WILL MINIMIZE DAMAGE TO THE STRUCTURE FROM MOVEMENT OF THE SOIL. THE FOLLOWING GUIDELINES ARE INTENDED TO PROVIDE THE REQUIRED MITIGATION. bbox=[484, 857, 880, 884]
seismic-row-cell: R bbox=[1062, 644, 1067, 653]
seismic-row-cell: V bbox=[1062, 761, 1067, 770]
general-note: 17. OPENINGS, POCKETS, ETC. LARGER THAN 6 INCHES SHALL NOT BE PLACED IN CONCRETE SLABS, DECK BEAMS, JOISTS, COLUMNS, WALLS ETC., UNLESS SPECIFICALLY DETAILED ON THE STRUCTURAL DRAWINGS. NOTIFY THE ENGINEER WHEN DRAWINGS BY OTHERS SHOW OPENINGS, POCKETS, ETC. LARGER THAN 6 INCHES NOT SHOWN ON THE STRUCTURAL DRAWINGS, BUT WHICH ARE LOCATED IN STRUCTURAL MEMBERS. bbox=[80, 795, 465, 841]
wind-row bbox=[916, 579, 1142, 588]
seismic-row bbox=[916, 698, 1273, 707]
steel-table-header-cell: STRUCTURAL STEEL SECTIONS bbox=[1320, 147, 1706, 159]
steel-row bbox=[1320, 241, 1706, 253]
load-row-cell: 20 PSF bbox=[966, 489, 993, 498]
steel-row-cell: ASTM A325 TYPE N bbox=[1537, 241, 1705, 253]
seismic-row-cell bbox=[1063, 662, 1083, 671]
general-note: 6. NOTES AND DETAILS ON DRAWINGS SHALL TAKE PRECEDENCE OVER THESE GENERAL NOTES. bbox=[80, 359, 465, 368]
steel-table-header bbox=[1320, 147, 1706, 159]
expansive-note: 7. ALLOWABLE FOUNDATION AND LATERAL PRESSURES FOR FOOTING DESIGN SHALL NOT EXCEED THE VALUES SHOWN IN TABLE 1806.2. bbox=[517, 1113, 878, 1131]
seismic-row bbox=[916, 644, 1273, 653]
column-3 bbox=[889, 56, 1302, 1586]
revision-header-row bbox=[2119, 1519, 2233, 1533]
column-5 bbox=[1716, 56, 2110, 1586]
soils-row-cell: ALLOWABLE BEARING CAPACITY -WALL FTG bbox=[916, 815, 1072, 824]
seismic-row-cell: ANALYSIS PROCEDURE USED bbox=[916, 635, 1016, 644]
wind-row-cell: BASIC WIND SPEED (3 SEC GUST) bbox=[916, 551, 1042, 560]
expansive-s1-text: IN ORDER TO MITIGATE THE POTENTIAL FOR EXPANSIVE SOILS, EITHER A SOIL REPORT SHALL BE SUBMITTED TO THE GRADING DIVISION FOR REVIEW AND APPROVAL OR THE BUILDING FOOTINGS SHALL BE DESIGNED IN ACCORDANCE WITH THE FOLLOWING REQUIREMENTS. bbox=[501, 904, 875, 932]
reinforcing-note: 2. REINFORCING BARS SHALL HAVE THE FOLLOWING MINIMUM COVERAGE. PLACE BARS AS NEAR TO THE CONCRETE SURFACE AS THESE MINIMUMS PERMIT WHEREVER POSSIBLE UNLESS NOTED OTHERWISE: bbox=[80, 1064, 465, 1082]
reinforcing-note: 4. BARS SHALL BE FIRMLY SUPPORTED AND ACCURATELY PLACED AS REQUIRED BY THE A.C.I. STANDARDS, USING TIE AND SUPPORT BARS IN ADDITION TO REINFORCEMENT SHOWN WHERE NECESSARY FOR FIRM AND ACCURATE PLACING. ALL DOWELS SHALL BE ACCURATELY SET IN PLACE BEFORE PLACING CONCRETE. bbox=[80, 1259, 465, 1295]
seismic-row-cell: LONGITUDE bbox=[916, 680, 955, 689]
steel-row-cell: I. bbox=[1320, 264, 1335, 275]
welding-note: 11. AFTER FULL PENETRATION WELDING, THE BACKING BAR IS TO BE REMOVED, THE WELD ROOT INSPECTED AND TESTED FOR IMPERFECTIONS, WHICH IF FOUND, ARE TO BE REMOVED BY BACKGOUGING TO SOUND MATERIAL. THE BACKGOUGED AREA IS TO BE WELDED AND A FILLET WELD SHALL BE APPLIED TO REINFORCE THE JOINT. THE SIZE OF THE REINFORCING FILLET WELD SHALL BE EQUAL TO 1/4 THE PLATE THICKNESS, BUT NOT LESS THAN 1/4" NOR MORE THAN 3/8". bbox=[1328, 869, 1706, 915]
anchor-note: 2. ADHESIVE ANCHORS AND DOWELS INSTALLED INTO CONCRETE AND GROUT-FILLED MASONRY UNITS: CIA-GEL 7000 BY COVERT OPERATIONS (ICC-#ESR-3785), HIT-HY-150 BY HILTI (ESR-1967), OR EPOXY-TIE "SET-XP" BY SIMPSON STRONG-TIE (ICC-#ESR-2508, LARR #25744). bbox=[914, 114, 1292, 142]
seismic-row-cell: = II, STANDARD bbox=[1083, 626, 1145, 635]
soils-row-cell: = 1500 PSF bbox=[1088, 815, 1132, 824]
load-row bbox=[916, 508, 1060, 517]
seismic-row-cell: WORKING STRESS LEVEL BASE SHEAR bbox=[916, 761, 1051, 770]
design-criteria-title: DESIGN CRITERIA bbox=[898, 404, 1066, 423]
general-notes-list bbox=[63, 208, 465, 1019]
expansive-note: 3. FOOTINGS SHALL BE REINFORCED WITH FOUR 1/2-INCH-DIAMETER DEFORMED REINFORCING BARS. TWO BARS SHALL BE PLACED WITHIN 4 INCHES OF THE BOTTOM OF THE FOOTINGS AND TWO BARS WITHIN 4 INCHES OF THE TOP OF THE FOOTING. bbox=[517, 984, 878, 1012]
reinforcing-note: 6. NO WELDING OF REINFORCEMENT (INCLUDING TACK WELDING) SHALL BE DONE UNLESS SHOWN ON THE DRAWINGS. WHERE SHOWN ON THE DRAWINGS, WELDING OF REINFORCING STEEL SHALL BE PERFORMED BY WELDERS SPECIFICALLY CERTIFIED FOR REINFORCING STEEL. USE E90XX ELECTRODES. bbox=[80, 1359, 465, 1387]
masonry-note: 12. IF WORK IS STOPPED AN HOUR OR LONGER, PROVIDE HORIZONTAL CONSTRUCTION JOINT BY STOPPING GROUT 1 1/2" BELOW TOP OF MASONRY UNIT. bbox=[1742, 435, 2101, 454]
seismic-row-cell: Ss bbox=[1062, 689, 1072, 698]
steel-note: 3. THE STRUCTURAL STEEL FABRICATOR SHALL FURNISH SHOP DRAWINGS TO THE ARCHITECT OF ALL STEEL FOR ARCHITECTS AND STRUCTURAL ENGINEERS REVIEW AND APPROVAL BEFORE FABRICATION. bbox=[1328, 283, 1706, 301]
rev-header-date: Date bbox=[2185, 1519, 2233, 1533]
firm-website: www.fastructural.com bbox=[2124, 154, 2170, 159]
steel-row bbox=[1320, 159, 1706, 170]
column-4 bbox=[1302, 56, 1716, 1586]
steel-note: 9. ALL BOLTS USED IN SEISMIC FORCE RESISTING SYSTEM SHALL BE FULLY TENSIONED, HIGH STRENGTH BOLTS. bbox=[1328, 447, 1706, 465]
steel-row bbox=[1320, 200, 1706, 219]
cover-row bbox=[78, 1097, 280, 1111]
firm-logo-box bbox=[2118, 54, 2235, 158]
ownership-text: ALL DRAWINGS, SPECIFICATIONS AND OTHER WORK PRODUCT OF THE ENGINEER FOR THIS PROJECT ARE INSTRUMENTS OF SERVICE FOR THIS PROJECT ONLY AND SHALL REMAIN THE PROPERTY OF THE ENGINEER WHETHER THE PROJECT IS COMPLETED OR NOT. REUSE OF ANY OF THE INSTRUMENTS OF SERVICE OF THE ENGINEER BY THE OWNER ON EXTENSIONS OF THE PROJECT OR ON ANY OTHER PROJECT WITHOUT THE WRITTEN PERMISSION OF THE ENGINEER SHALL BE AT THE OWNER'S RISK AND THE OWNER AGREES TO DEFEND, INDEMNIFY AND HOLD HARMLESS THE ENGINEER FROM ALL CLAIMS, DAMAGES, AND EXPENSES INCLUDING ATTORNEYS' FEES ARISING OUT OF SUCH UNAUTHORIZED REUSE OF THE ENGINEER'S INSTRUMENTS OF SERVICE BY THE OWNER OR BY OTHERS ACTING THROUGH THE OWNER. bbox=[63, 92, 459, 165]
soils-row-cell: 171012 bbox=[1088, 797, 1115, 806]
welding-note: 13. ULTRASONIC TESTING IS REQUIRED FOR ALL PARTIAL AND COMPLETE PENETRATION WELDS. TEST GROVE WELDING ON CONTINUITY PLATES BY ULTRASONIC TESTING AFTER BEAM FLANGE WELD CONNECTION. TESTING SHALL BE PERFORMED NO SOONER THAN 24 HOURS AFTER COMPLETION OF WELDING. bbox=[1328, 970, 1706, 1007]
steel-row-cell: E. bbox=[1320, 219, 1335, 230]
title-block bbox=[2118, 54, 2239, 1588]
steel-row-cell: A. bbox=[1320, 159, 1335, 170]
load-row-cell: 13 PSF bbox=[1013, 489, 1040, 498]
seismic-row-cell: = 34.037066 bbox=[1083, 671, 1131, 680]
foundations-title: FOUNDATIONS bbox=[484, 65, 620, 83]
expansive-note: 2. EXTERIOR WALLS AND INTERIOR BEARING WALLS SHALL BE SUPPORTED ON CONTINUOUS FOOTINGS. bbox=[517, 962, 878, 980]
foundation-note: 5. CONTRACTOR TO PROVIDE FOR DE-WATERING OF EXCAVATIONS FROM EITHER SURFACE WATER, GROUND WATER OR SEEPAGE. bbox=[501, 194, 878, 215]
soils-row bbox=[916, 825, 1213, 834]
seismic-first: BASIC SEISMIC-FORCE-RESISTING SYSTEM = LIGHT-FRAMED WALLS WITH WOOD STRUCTURAL PANELS bbox=[916, 605, 1272, 624]
steel-row-cell: WELDED HEADED STUDS bbox=[1334, 253, 1537, 264]
soils-row-cell: PROJECT NO: bbox=[916, 797, 964, 806]
expansive-s3-a: A. THE TYPE OF SOIL ON THE SITE AND THE ESTIMATED CLASSIFICATION OF EXPANSIVENESS. bbox=[484, 1350, 841, 1359]
design-h5: 5. SOILS PRESSURE: bbox=[898, 776, 976, 785]
general-note: 15. SEE MECHANICAL, PLUMBING, AND ELECTRICAL DRAWINGS FOR THE FOLLOWING: PIPE RUNS, SLEEVES, HANGERS, TRENCHES, WALL AND SLAB OPENINGS, ETC. (EXCEPT AS SHOWN OR NOTED), ELECTRIC CONDUIT RUNS, BOXES, OUTLETS IN WALLS AND SLABS, CONCRETE INSERTS FOR ELECTRICAL, MECHANICAL OR PLUMBING FIXTURES. SIZE AND, LOCATION OF MACHINE OR EQUIPMENT BASES, ANCHOR BOLTS FOR MOTOR MOUNTS. bbox=[80, 712, 465, 758]
welding-note: 7. FACES OF FILLET WELDS EXPOSED TO VIEW SHALL HAVE AS-WELDED SURFACES THAT ARE REASONABLY SMOOTH AND UNIFORM. NO FINISHING OR GRINDING SHALL BE REQUIRED, EXCEPT WHERE CLEARANCES OR FIT OF OTHER ITEMS MAY SO NECESSITATE. bbox=[1328, 750, 1706, 778]
masonry-note: 6. PROVIDE PORTLAND CEMENT CONFORMING TO ASTM C150, TYPE II AND UBC STANDARDS. bbox=[1742, 290, 2101, 300]
project-name: CHUCK E. CHEESE PIZZA bbox=[2125, 425, 2148, 681]
load-row bbox=[916, 490, 1060, 499]
notes-area bbox=[53, 54, 2109, 1588]
seismic-row-cell: = D bbox=[1083, 653, 1096, 662]
anchor-note: 3. ADHESIVE ANCHORS AND DOWELS INSTALLED INTO HOLLOW MASONRY UNITS AND UNREINFORCED BRICK MASONRY (URM): CIA-GEL 7000 BY COVERT OPERATIONS (ICC-#ESR-3609), HIT HY-20 BY HILTI (ICC-#ESR-3963), OR EPOXY-TIE "SET-XP" BY SIMPSON STRONG-TIE (ICC-ES #ESR-2508, LARR #25744). USE SCREENS AS SPECIFIED BY THE MANUFACTURER. bbox=[914, 147, 1292, 183]
seismic-row-cell bbox=[1063, 635, 1083, 644]
wind-row bbox=[916, 552, 1142, 561]
cover-row-cell: FORMED CONCRETE IN CONTACT WITH EARTH bbox=[78, 1113, 239, 1123]
anchor-note: 5. ANCHOR RODS: ASTM A36 THREADED RODS WITH ASTM A 563 GRADE A NUTS AND ANSI B18.22.1 TYPE A WASHERS, UNLESS OTHERWISE NOTED. ANCHORS DESIGNATED AS ASTM A193 GRADE B7 THREADED RODS TO USE ASTM A 563 GRADE DH HEAVY HEX NUTS AND ASTM F 436 WASHERS. bbox=[914, 211, 1292, 238]
soils-row-cell: REPORT DATE: bbox=[916, 806, 969, 815]
seismic-row-cell: = EQUIVALENT LATERAL FORCE ASCE7-10 - 12.8 bbox=[1083, 635, 1266, 644]
concrete-note: 7. CURING: CONCRETE SHALL BE MAINTAINED IN MOIST CONDITION FOR A MINIMUM OF FIVE (5) DAYS AFTER ITS PLACEMENT. APPROVED CURING COMPOUND MAY BE USED IN LIEU OF MOIST CURING. bbox=[501, 580, 878, 601]
general-note: 7. THE ENGINEER HAS NOT CONSIDERED VIBRATION EFFECTS OF MECHANICAL EQUIPMENT. bbox=[80, 373, 465, 382]
soils-row bbox=[916, 789, 1213, 798]
expansive-s3: III. EXISTING FOOTINGS bbox=[484, 1207, 581, 1216]
concrete-note: 3. FINE AND COARSE AGGREGATE SHALL CONFORM TO A.S.T.M. C-33. bbox=[501, 489, 878, 499]
seismic-row-cell: = 36.6 KIPS (GOVERNS) bbox=[1083, 761, 1175, 770]
wind-row bbox=[916, 570, 1142, 579]
seismic-row bbox=[916, 726, 1273, 735]
design-h4: 4. SEISMIC FACTORS: bbox=[898, 593, 981, 602]
column-1 bbox=[54, 56, 475, 1586]
anchors-title: ADHESIVE AND EXPANSION ANCHORS bbox=[898, 65, 1252, 83]
steel-row-cell: H. bbox=[1320, 253, 1335, 264]
cover-row-cell: 2" bbox=[246, 1113, 256, 1123]
general-note: 2. THE GENERAL CONTRACTOR SHALL VERIFY ALL DIMENSIONS ON JOBSITE WITH COMPLETE SET OF LATEST DRAWINGS. NOTES AND DIMENSIONS SHALL BE CHECKED AND VERIFIED WITH ARCHITECTURAL AND STRUCTURAL DRAWINGS. ANY DISCREPANCIES IN NOTES OR DIMENSIONS SHALL BE BROUGHT TO THE ATTENTION OF THE ARCHITECT BEFORE COMMENCING WORK SO THAT PROPER REMEDIAL WORK CAN BE EXECUTED. bbox=[80, 232, 465, 277]
load-row bbox=[916, 499, 1060, 508]
cover-row bbox=[78, 1168, 280, 1183]
firm-email: E: info@fastructural.com bbox=[2124, 148, 2178, 153]
masonry-note: 11. ALL CMU WALLS, COLUMNS AND BEAMS SHALL BE SOLID GROUTED U.N.O. bbox=[1742, 420, 2101, 430]
load-row-cell: FLOOR LOAD bbox=[916, 498, 960, 508]
wind-row-cell: WORKING STRESS LEVEL BASE SHEAR Vw bbox=[916, 578, 1064, 587]
concrete-list bbox=[484, 448, 878, 806]
steel-note: 8. ALL EXPOSED STRUCTURAL STEEL AND MISCELLANEOUS METAL SHALL BE HOT DIP GALVANIZED AFTER FABRICATION. bbox=[1328, 425, 1706, 443]
general-note: 8. THE ENGINEER HAS NOT DESIGNED CONCRETE SLAB ON GRADE. bbox=[80, 387, 465, 396]
steel-row-cell: ASTM A500, GRADE B (Fy= 46 KSI) bbox=[1537, 170, 1705, 189]
general-note: 4. DETAILS AND CONDITIONS NOT SPECIFICALLY SHOWN SHALL BE CONSTRUCTED IN ACCORDANCE WITH DETAILS SHOWN FOR SIMILAR CONDITIONS AND MATERIAL. bbox=[80, 314, 465, 332]
load-row-cell: 40 PSF bbox=[966, 498, 993, 508]
general-note: 10. THE CONTRACTOR SHALL BE RESPONSIBLE FOR THE SAFETY OF THE BUILDING DURING CONSTRUCTION AND SHALL PROVIDE ADEQUATE SHORING, BRACING AND GUYS DURING CONSTRUCTION. SAFETY AND BRACING REQUIREMENTS SHALL BE IN ACCORDANCE WITH ALL NATIONAL, STATE AND LOCAL SAFETY ORDINANCES. bbox=[80, 432, 465, 469]
seismic-row bbox=[916, 717, 1273, 726]
anchor-note: 9. PRIOR TO ALL DRILLING OR CORING, THE CONTRACTOR SHALL (1) VERIFY THE EXISTING CONCRETE OR MASONRY THICKNESS TO PREVENT DAMAGE TO THE OPPOSITE FACE OF CONCRETE AND MAINTAIN 1-1/2" CLEAR COVER U.N.O., AND (2) IDENTIFY EXISTING REINFORCING LOCATIONS BY PACHOMETER, PROBING, CHIPPING, ETC. TO AVOID DAMAGE EXISTING REINFORCING. bbox=[914, 302, 1292, 339]
soils-row bbox=[916, 807, 1213, 816]
expansive-s3-list bbox=[484, 1255, 878, 1347]
wind-table bbox=[916, 552, 1142, 588]
steel-row-cell: SQUARE OR RECTANGLE HOLLOW STRUCTURAL SECTIONS (HSS) bbox=[1334, 170, 1537, 189]
general-note: 20. STRUCTURAL OBSERVATIONS PERFORMED BY ARCHITECT/ENGINEER DURING CONSTRUCTION ARE NOT THE CONTINUOUS AND SPECIAL INSPECTION SERVICES AND DO NOT WAIVE THE RESPONSIBILITY FOR THE INSPECTIONS REQUIRED OF THE BUILDING INSPECTOR OR THE DEPUTY INSPECTOR. OBSERVATIONS ALSO DO NOT GUARANTEE CONTRACTOR'S PERFORMANCE AND SHALL NOT BE CONSIDERED AS SUPERVISION OF CONSTRUCTION. bbox=[80, 890, 465, 936]
steel-row-cell: ASTM A3, TYPE E OR S, GRADE B, (Fy= 35 KSI) bbox=[1537, 200, 1705, 219]
wind-row-cell: 27.1 KIPS bbox=[1083, 578, 1123, 587]
steel-row-cell: ASTM A36 bbox=[1537, 219, 1705, 230]
general-note: 5. THE STRUCTURAL DRAWINGS SHALL BE READ IN CONJUNCTION WITH THE SPECIFICATIONS AND ALL OTHER DRAWINGS RELATED TO WORK. bbox=[80, 337, 465, 355]
welding-note: 2. THE CONTRACTOR SHALL PROVIDE WELDING PROCEDURE SPECIFICATION (WPS) FOR REVIEW AND APPROVAL PRIOR TO STARTING OF FABRICATION. THE WELDING ELECTRODE MANUFACTURERS' SPECIFICATIONS SHALL BE ATTACHED TO THE WPS ON ALL JOBS. ALL WELDERS AND INSPECTORS SHALL BE INFORMED OF AND MUST ADHERE TO THE WPS AND SHALL RETAIN A COPY. bbox=[1328, 599, 1706, 636]
load-row-cell: 15 PSF bbox=[1013, 508, 1040, 517]
general-note: 19. ALL RETAINING WALLS SHALL BE ADEQUATELY SHORED DURING BACK FILLING. bbox=[80, 877, 465, 886]
soils-row-cell: = 2000 PSF bbox=[1088, 824, 1132, 833]
design-h3: 3. WIND FACTORS: bbox=[898, 539, 968, 548]
masonry-note: 2. SPECIFIED COMPRESSIVE STRENGTH OF MASONRY, f'm SHALL BE AS FOLLOWS: f'm = 1500 PSI, TYPICAL U.N.O. bbox=[1742, 145, 2101, 165]
